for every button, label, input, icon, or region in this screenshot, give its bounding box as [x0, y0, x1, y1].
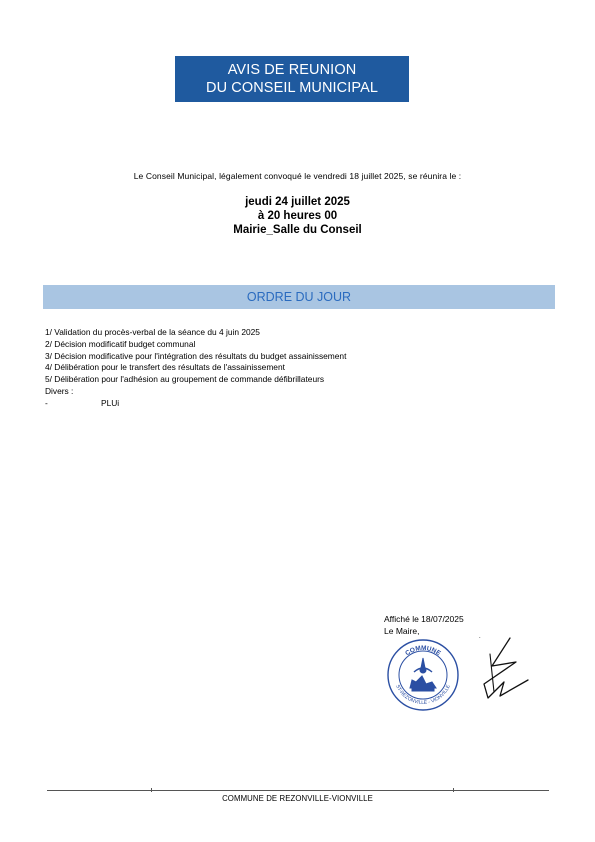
agenda-list: [45, 327, 346, 410]
dot-mark: .: [479, 634, 481, 640]
title-line-1: AVIS DE REUNION: [227, 62, 357, 78]
footer-tick: [453, 788, 454, 792]
signature-block: [384, 613, 464, 637]
agenda-item: 3/ Décision modificative pour l'intégration des résultats du budget assainissement: [45, 350, 347, 361]
meeting-time: à 20 heures 00: [257, 210, 338, 222]
seal-ring-text: ST-REZONVILLE - VIONVILLE: [394, 683, 452, 707]
seal-title: COMMUNE: [404, 644, 442, 658]
divers-item: [45, 398, 346, 410]
mayor-signature-icon: [470, 632, 532, 704]
convocation-text: Le Conseil Municipal, légalement convoqué le vendredi 18 juillet 2025, se réunira le :: [133, 171, 462, 181]
meeting-date: jeudi 24 juillet 2025: [245, 196, 350, 208]
agenda-divers-label: Divers :: [45, 385, 74, 396]
meeting-details: [0, 195, 595, 237]
meeting-place: Mairie_Salle du Conseil: [233, 224, 362, 236]
agenda-heading: ORDRE DU JOUR: [246, 290, 352, 304]
agenda-item: 4/ Délibération pour le transfert des résultats de l'assainissement: [45, 362, 285, 373]
agenda-item: 1/ Validation du procès-verbal de la séance du 4 juin 2025: [45, 327, 260, 337]
agenda-item: 5/ Délibération pour l'adhésion au groupement de commande défibrillateurs: [45, 374, 325, 385]
title-box: [175, 56, 409, 102]
divers-bullet: -: [45, 397, 48, 408]
posted-date: Affiché le 18/07/2025: [384, 614, 464, 624]
mayor-label: Le Maire,: [384, 626, 420, 636]
title-line-2: DU CONSEIL MUNICIPAL: [206, 80, 378, 96]
agenda-heading-band: [43, 285, 555, 309]
municipal-seal-icon: [386, 638, 460, 712]
divers-item-text: PLUi: [101, 397, 120, 408]
agenda-item: 2/ Décision modificatif budget communal: [45, 338, 196, 349]
footer-tick: [151, 788, 152, 792]
footer-divider: [47, 790, 549, 791]
footer-text: COMMUNE DE REZONVILLE-VIONVILLE: [222, 794, 373, 803]
